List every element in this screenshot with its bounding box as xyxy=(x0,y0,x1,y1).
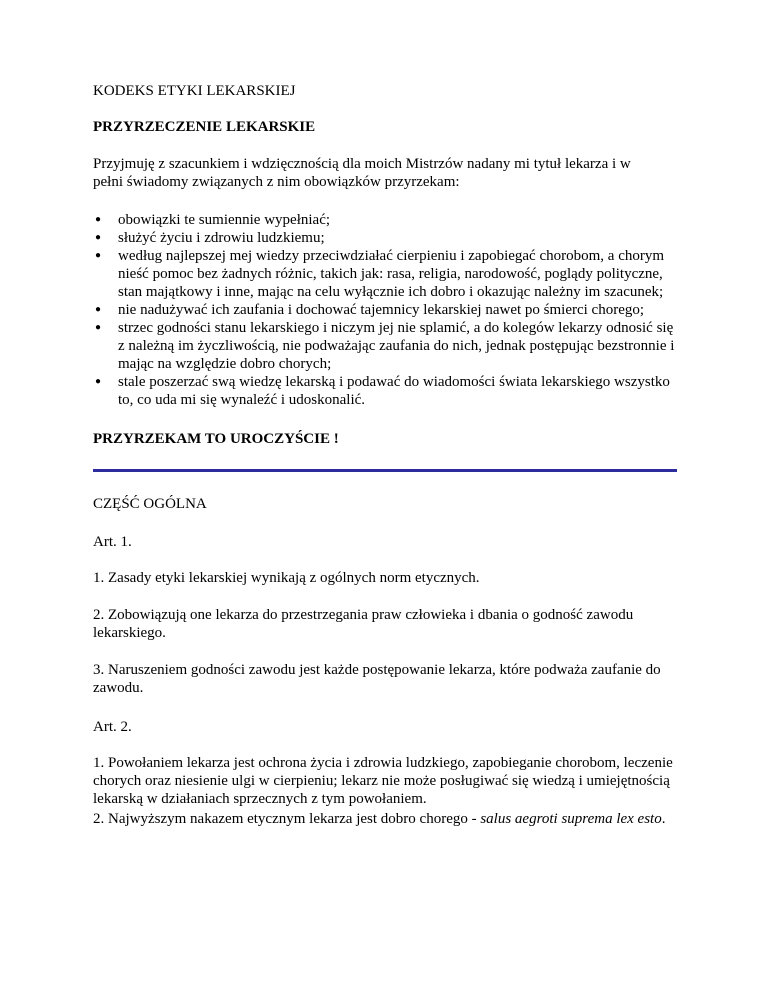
article-2-label: Art. 2. xyxy=(93,719,132,735)
article-2-paragraph-2-end: . xyxy=(661,811,666,827)
bullet-icon: ● xyxy=(95,232,102,243)
list-item xyxy=(93,247,678,301)
bullet-icon: ● xyxy=(95,304,102,315)
oath-intro: Przyjmuję z szacunkiem i wdzięcznością dla moich Mistrzów nadany mi tytuł lekarza i w pełni świadomy związanych z nim obowiązków przyrzekam: xyxy=(93,156,631,190)
article-1-paragraph-2: 2. Zobowiązują one lekarza do przestrzegania praw człowieka i dbania o godność zawodu lekarskiego. xyxy=(93,607,634,641)
oath-list xyxy=(93,211,678,409)
bullet-icon: ● xyxy=(95,376,102,387)
list-item-text: według najlepszej mej wiedzy przeciwdziałać cierpieniu i zapobiegać chorobom, a chorym nieść pomoc bez żadnych różnic, takich jak: rasa, religia, narodowość, poglądy polityczne, stan majątkowy i inne, mając na celu wyłącznie ich dobro i okazując należny im szacunek; xyxy=(118,248,665,300)
oath-heading: PRZYRZECZENIE LEKARSKIE xyxy=(93,119,316,135)
article-2-paragraph-2-text: 2. Najwyższym nakazem etycznym lekarza jest dobro chorego - xyxy=(93,811,481,827)
horizontal-divider xyxy=(93,469,677,472)
article-2-paragraph-1: 1. Powołaniem lekarza jest ochrona życia i zdrowia ludzkiego, zapobieganie chorobom, leczenie chorych oraz niesienie ulgi w cierpieniu; lekarz nie może posługiwać się wiedzą i umiejętnością lekarską w działaniach sprzecznych z tym powołaniem. xyxy=(93,755,673,807)
list-item xyxy=(93,319,678,373)
article-1-paragraph-1: 1. Zasady etyki lekarskiej wynikają z ogólnych norm etycznych. xyxy=(93,570,480,586)
oath-closing: PRZYRZEKAM TO UROCZYŚCIE ! xyxy=(93,431,339,447)
list-item xyxy=(93,373,678,409)
list-item xyxy=(93,211,678,229)
section-heading: CZĘŚĆ OGÓLNA xyxy=(93,496,207,512)
list-item-text: strzec godności stanu lekarskiego i niczym jej nie splamić, a do kolegów lekarzy odnosić się z należną im życzliwością, nie podważając zaufania do nich, jednak postępując bezstronnie i mając na względzie dobro chorych; xyxy=(118,320,675,372)
list-item xyxy=(93,301,678,319)
list-item-text: nie nadużywać ich zaufania i dochować tajemnicy lekarskiej nawet po śmierci chorego; xyxy=(118,302,645,318)
bullet-icon: ● xyxy=(95,250,102,261)
bullet-icon: ● xyxy=(95,322,102,333)
article-2-paragraph-2 xyxy=(93,810,673,828)
document-title: KODEKS ETYKI LEKARSKIEJ xyxy=(93,83,296,99)
article-1-paragraph-3: 3. Naruszeniem godności zawodu jest każde postępowanie lekarza, które podważa zaufanie do zawodu. xyxy=(93,662,661,696)
bullet-icon: ● xyxy=(95,214,102,225)
list-item xyxy=(93,229,678,247)
latin-maxim: salus aegroti suprema lex esto xyxy=(480,811,662,827)
list-item-text: obowiązki te sumiennie wypełniać; xyxy=(118,212,331,228)
list-item-text: służyć życiu i zdrowiu ludzkiemu; xyxy=(118,230,325,246)
article-1-label: Art. 1. xyxy=(93,534,132,550)
list-item-text: stale poszerzać swą wiedzę lekarską i podawać do wiadomości świata lekarskiego wszystko to, co uda mi się wynaleźć i udoskonalić. xyxy=(118,374,670,408)
